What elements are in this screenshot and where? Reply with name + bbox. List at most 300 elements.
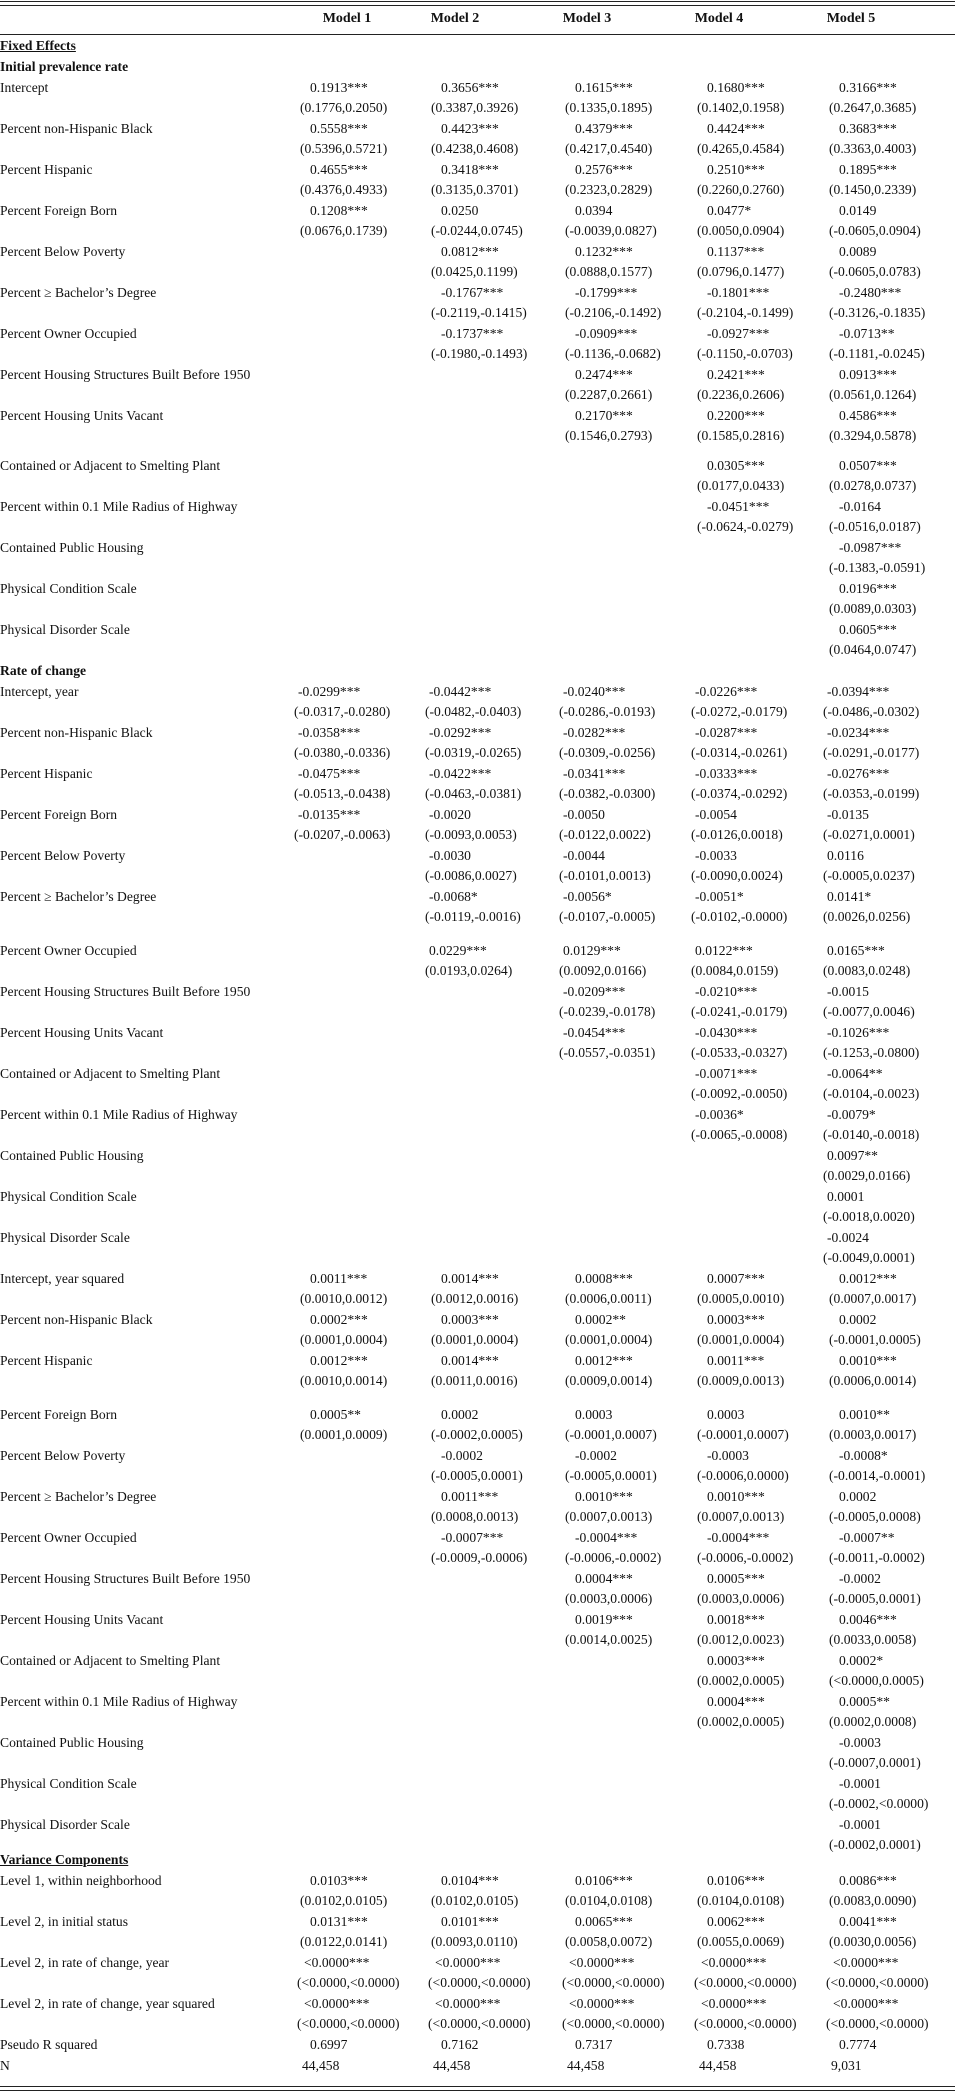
row-label: Percent Housing Structures Built Before 1950 bbox=[0, 984, 251, 999]
ci-cell: (-0.0317,-0.0280) bbox=[294, 704, 391, 719]
estimate-cell: 0.1208*** bbox=[310, 203, 368, 218]
estimate-cell: 0.0065*** bbox=[575, 1914, 633, 1929]
estimate-cell: -0.0394*** bbox=[827, 684, 890, 699]
ci-cell: (-0.0463,-0.0381) bbox=[425, 786, 522, 801]
bottom-rule-2 bbox=[0, 2090, 955, 2091]
row-label: Percent Hispanic bbox=[0, 766, 93, 781]
ci-cell: (0.4376,0.4933) bbox=[300, 182, 388, 197]
estimate-cell: -0.0226*** bbox=[695, 684, 758, 699]
estimate-cell: 0.3166*** bbox=[839, 80, 897, 95]
estimate-cell: -0.0234*** bbox=[827, 725, 890, 740]
ci-cell: (-0.0009,-0.0006) bbox=[431, 1550, 528, 1565]
ci-cell: (-0.0353,-0.0199) bbox=[823, 786, 920, 801]
estimate-cell: 0.0165*** bbox=[827, 943, 885, 958]
ci-cell: (0.0030,0.0056) bbox=[829, 1934, 917, 1949]
estimate-cell: -0.0004*** bbox=[575, 1530, 638, 1545]
ci-cell: (-0.0309,-0.0256) bbox=[559, 745, 656, 760]
estimate-cell: 0.0010*** bbox=[839, 1353, 897, 1368]
ci-cell: (-0.0119,-0.0016) bbox=[425, 909, 521, 924]
estimate-cell: -0.0927*** bbox=[707, 326, 770, 341]
ci-cell: (0.4238,0.4608) bbox=[431, 141, 519, 156]
ci-cell: (-0.0005,0.0001) bbox=[829, 1591, 921, 1606]
ci-cell: (0.1335,0.1895) bbox=[565, 100, 653, 115]
ci-cell: (0.0006,0.0014) bbox=[829, 1373, 917, 1388]
row-label: Physical Disorder Scale bbox=[0, 622, 130, 637]
estimate-cell: 0.0106*** bbox=[707, 1873, 765, 1888]
ci-cell: (-0.0374,-0.0292) bbox=[691, 786, 788, 801]
estimate-cell: 0.0003*** bbox=[441, 1312, 499, 1327]
estimate-cell: 0.4423*** bbox=[441, 121, 499, 136]
estimate-cell: 0.0003 bbox=[707, 1407, 745, 1422]
estimate-cell: -0.0422*** bbox=[429, 766, 492, 781]
estimate-cell: 0.0005** bbox=[839, 1694, 890, 1709]
ci-cell: (-0.0140,-0.0018) bbox=[823, 1127, 920, 1142]
estimate-cell: 0.0046*** bbox=[839, 1612, 897, 1627]
ci-cell: (0.1585,0.2816) bbox=[697, 428, 785, 443]
ci-cell: (0.0104,0.0108) bbox=[565, 1893, 653, 1908]
estimate-cell: <0.0000*** bbox=[569, 1996, 635, 2011]
ci-cell: (0.0193,0.0264) bbox=[425, 963, 513, 978]
estimate-cell: -0.0044 bbox=[563, 848, 605, 863]
ci-cell: (-0.0314,-0.0261) bbox=[691, 745, 788, 760]
ci-cell: (0.0010,0.0014) bbox=[300, 1373, 388, 1388]
estimate-cell: <0.0000*** bbox=[304, 1996, 370, 2011]
estimate-cell: 0.0005*** bbox=[707, 1571, 765, 1586]
estimate-cell: 0.0141* bbox=[827, 889, 872, 904]
ci-cell: (-0.0241,-0.0179) bbox=[691, 1004, 788, 1019]
ci-cell: (0.0083,0.0248) bbox=[823, 963, 911, 978]
estimate-cell: -0.0430*** bbox=[695, 1025, 758, 1040]
estimate-cell: 0.0002* bbox=[839, 1653, 884, 1668]
ci-cell: (-0.0077,0.0046) bbox=[823, 1004, 915, 1019]
top-rule bbox=[0, 1, 955, 2]
ci-cell: (-0.0516,0.0187) bbox=[829, 519, 921, 534]
ci-cell: (0.0001,0.0009) bbox=[300, 1427, 388, 1442]
header-model-5: Model 5 bbox=[826, 11, 876, 26]
ci-cell: (0.0011,0.0016) bbox=[431, 1373, 518, 1388]
ci-cell: (-0.0557,-0.0351) bbox=[559, 1045, 656, 1060]
estimate-cell: -0.0008* bbox=[839, 1448, 888, 1463]
estimate-cell: -0.0024 bbox=[827, 1230, 869, 1245]
estimate-cell: -0.0333*** bbox=[695, 766, 758, 781]
ci-cell: (0.0003,0.0017) bbox=[829, 1427, 917, 1442]
ci-cell: (0.0888,0.1577) bbox=[565, 264, 653, 279]
ci-cell: (-0.0486,-0.0302) bbox=[823, 704, 920, 719]
estimate-cell: -0.0068* bbox=[429, 889, 478, 904]
ci-cell: (-0.0092,-0.0050) bbox=[691, 1086, 788, 1101]
section-heading: Rate of change bbox=[0, 663, 87, 678]
ci-cell: (0.0050,0.0904) bbox=[697, 223, 785, 238]
estimate-cell: -0.1799*** bbox=[575, 285, 638, 300]
estimate-cell: 0.0812*** bbox=[441, 244, 499, 259]
estimate-cell: -0.0050 bbox=[563, 807, 605, 822]
ci-cell: (0.0102,0.0105) bbox=[300, 1893, 388, 1908]
estimate-cell: 0.0019*** bbox=[575, 1612, 633, 1627]
estimate-cell: -0.0015 bbox=[827, 984, 869, 999]
estimate-cell: 0.2170*** bbox=[575, 408, 633, 423]
ci-cell: (-0.1980,-0.1493) bbox=[431, 346, 528, 361]
ci-cell: (0.1450,0.2339) bbox=[829, 182, 917, 197]
estimate-cell: 0.0004*** bbox=[707, 1694, 765, 1709]
ci-cell: (-0.1136,-0.0682) bbox=[565, 346, 661, 361]
ci-cell: (-0.0122,0.0022) bbox=[559, 827, 651, 842]
row-label: Pseudo R squared bbox=[0, 2037, 98, 2052]
estimate-cell: -0.0001 bbox=[839, 1776, 881, 1791]
row-label: Percent Below Poverty bbox=[0, 244, 126, 259]
ci-cell: (-0.0006,0.0000) bbox=[697, 1468, 789, 1483]
ci-cell: (<0.0000,<0.0000) bbox=[297, 2016, 400, 2031]
estimate-cell: -0.0033 bbox=[695, 848, 737, 863]
ci-cell: (0.0014,0.0025) bbox=[565, 1632, 653, 1647]
ci-cell: (-0.0101,0.0013) bbox=[559, 868, 651, 883]
ci-cell: (0.5396,0.5721) bbox=[300, 141, 388, 156]
ci-cell: (-0.0002,<0.0000) bbox=[829, 1796, 929, 1811]
ci-cell: (-0.0482,-0.0403) bbox=[425, 704, 522, 719]
row-label: Percent Owner Occupied bbox=[0, 943, 137, 958]
bottom-rule bbox=[0, 2086, 955, 2087]
header-model-1: Model 1 bbox=[322, 11, 372, 26]
estimate-cell: <0.0000*** bbox=[569, 1955, 635, 1970]
estimate-cell: -0.0909*** bbox=[575, 326, 638, 341]
ci-cell: (0.0089,0.0303) bbox=[829, 601, 917, 616]
row-label: Percent Housing Structures Built Before 1950 bbox=[0, 367, 251, 382]
ci-cell: (-0.1150,-0.0703) bbox=[697, 346, 793, 361]
ci-cell: (-0.0271,0.0001) bbox=[823, 827, 915, 842]
ci-cell: (0.0012,0.0023) bbox=[697, 1632, 785, 1647]
ci-cell: (0.2647,0.3685) bbox=[829, 100, 917, 115]
estimate-cell: -0.0987*** bbox=[839, 540, 902, 555]
estimate-cell: -0.0004*** bbox=[707, 1530, 770, 1545]
estimate-cell: 0.5558*** bbox=[310, 121, 368, 136]
ci-cell: (0.0001,0.0004) bbox=[300, 1332, 388, 1347]
ci-cell: (0.1776,0.2050) bbox=[300, 100, 388, 115]
estimate-cell: -0.0003 bbox=[839, 1735, 881, 1750]
ci-cell: (-0.0001,0.0007) bbox=[565, 1427, 657, 1442]
ci-cell: (0.0001,0.0004) bbox=[431, 1332, 519, 1347]
ci-cell: (-0.0272,-0.0179) bbox=[691, 704, 788, 719]
ci-cell: (0.1402,0.1958) bbox=[697, 100, 785, 115]
estimate-cell: <0.0000*** bbox=[833, 1955, 899, 1970]
row-label: Contained or Adjacent to Smelting Plant bbox=[0, 1653, 221, 1668]
ci-cell: (0.1546,0.2793) bbox=[565, 428, 653, 443]
ci-cell: (0.0102,0.0105) bbox=[431, 1893, 519, 1908]
estimate-cell: -0.0079* bbox=[827, 1107, 876, 1122]
estimate-cell: <0.0000*** bbox=[833, 1996, 899, 2011]
estimate-cell: 0.0010*** bbox=[707, 1489, 765, 1504]
estimate-cell: 0.1137*** bbox=[707, 244, 765, 259]
estimate-cell: 0.0012*** bbox=[839, 1271, 897, 1286]
estimate-cell: 44,458 bbox=[567, 2058, 605, 2073]
estimate-cell: 0.0003*** bbox=[707, 1312, 765, 1327]
row-label: Percent Owner Occupied bbox=[0, 1530, 137, 1545]
estimate-cell: 0.0116 bbox=[827, 848, 864, 863]
row-label: Physical Condition Scale bbox=[0, 1776, 137, 1791]
row-label: Physical Disorder Scale bbox=[0, 1817, 130, 1832]
estimate-cell: -0.0002 bbox=[839, 1571, 881, 1586]
ci-cell: (0.0007,0.0013) bbox=[565, 1509, 653, 1524]
ci-cell: (-0.0002,0.0001) bbox=[829, 1837, 921, 1852]
ci-cell: (-0.0239,-0.0178) bbox=[559, 1004, 656, 1019]
estimate-cell: <0.0000*** bbox=[304, 1955, 370, 1970]
estimate-cell: 0.0089 bbox=[839, 244, 877, 259]
ci-cell: (-0.0244,0.0745) bbox=[431, 223, 523, 238]
ci-cell: (0.0796,0.1477) bbox=[697, 264, 785, 279]
top-rule-2 bbox=[0, 5, 955, 6]
row-label: Contained Public Housing bbox=[0, 540, 144, 555]
ci-cell: (0.2236,0.2606) bbox=[697, 387, 785, 402]
estimate-cell: -0.0451*** bbox=[707, 499, 770, 514]
ci-cell: (0.0003,0.0006) bbox=[565, 1591, 653, 1606]
ci-cell: (<0.0000,<0.0000) bbox=[428, 1975, 531, 1990]
estimate-cell: 0.1615*** bbox=[575, 80, 633, 95]
ci-cell: (0.0029,0.0166) bbox=[823, 1168, 911, 1183]
estimate-cell: 0.4379*** bbox=[575, 121, 633, 136]
ci-cell: (-0.2106,-0.1492) bbox=[565, 305, 662, 320]
estimate-cell: -0.0475*** bbox=[298, 766, 361, 781]
ci-cell: (0.0122,0.0141) bbox=[300, 1934, 388, 1949]
row-label: Contained or Adjacent to Smelting Plant bbox=[0, 1066, 221, 1081]
header-model-2: Model 2 bbox=[430, 11, 480, 26]
row-label: Physical Condition Scale bbox=[0, 581, 137, 596]
estimate-cell: -0.0007** bbox=[839, 1530, 895, 1545]
ci-cell: (-0.0086,0.0027) bbox=[425, 868, 517, 883]
ci-cell: (<0.0000,<0.0000) bbox=[297, 1975, 400, 1990]
estimate-cell: -0.0292*** bbox=[429, 725, 492, 740]
estimate-cell: 0.0129*** bbox=[563, 943, 621, 958]
ci-cell: (-0.0093,0.0053) bbox=[425, 827, 517, 842]
ci-cell: (-0.0005,0.0237) bbox=[823, 868, 915, 883]
ci-cell: (-0.0007,0.0001) bbox=[829, 1755, 921, 1770]
estimate-cell: 44,458 bbox=[433, 2058, 471, 2073]
estimate-cell: -0.0713** bbox=[839, 326, 895, 341]
ci-cell: (0.0058,0.0072) bbox=[565, 1934, 653, 1949]
estimate-cell: -0.0442*** bbox=[429, 684, 492, 699]
estimate-cell: -0.0056* bbox=[563, 889, 612, 904]
row-label: Intercept, year squared bbox=[0, 1271, 125, 1286]
ci-cell: (0.0001,0.0004) bbox=[697, 1332, 785, 1347]
estimate-cell: 0.0106*** bbox=[575, 1873, 633, 1888]
ci-cell: (<0.0000,0.0005) bbox=[829, 1673, 924, 1688]
ci-cell: (0.0092,0.0166) bbox=[559, 963, 647, 978]
estimate-cell: 0.1232*** bbox=[575, 244, 633, 259]
estimate-cell: 0.0010** bbox=[839, 1407, 890, 1422]
row-label: Percent Hispanic bbox=[0, 1353, 93, 1368]
estimate-cell: 0.0104*** bbox=[441, 1873, 499, 1888]
ci-cell: (-0.0002,0.0005) bbox=[431, 1427, 523, 1442]
ci-cell: (0.0006,0.0011) bbox=[565, 1291, 652, 1306]
estimate-cell: 0.0002 bbox=[839, 1489, 877, 1504]
estimate-cell: 0.0097** bbox=[827, 1148, 878, 1163]
section-heading: Initial prevalence rate bbox=[0, 59, 129, 74]
estimate-cell: 0.0008*** bbox=[575, 1271, 633, 1286]
estimate-cell: -0.0036* bbox=[695, 1107, 744, 1122]
ci-cell: (0.0002,0.0005) bbox=[697, 1673, 785, 1688]
estimate-cell: 0.0014*** bbox=[441, 1353, 499, 1368]
ci-cell: (-0.2119,-0.1415) bbox=[431, 305, 527, 320]
ci-cell: (<0.0000,<0.0000) bbox=[826, 2016, 929, 2031]
row-label: Percent Below Poverty bbox=[0, 1448, 126, 1463]
section-heading: Variance Components bbox=[0, 1852, 129, 1867]
ci-cell: (0.0055,0.0069) bbox=[697, 1934, 785, 1949]
estimate-cell: 0.0003 bbox=[575, 1407, 613, 1422]
estimate-cell: 0.7162 bbox=[441, 2037, 479, 2052]
row-label: Level 2, in rate of change, year bbox=[0, 1955, 170, 1970]
estimate-cell: <0.0000*** bbox=[435, 1996, 501, 2011]
estimate-cell: -0.0287*** bbox=[695, 725, 758, 740]
estimate-cell: -0.0030 bbox=[429, 848, 471, 863]
row-label: Percent Owner Occupied bbox=[0, 326, 137, 341]
estimate-cell: 0.4424*** bbox=[707, 121, 765, 136]
ci-cell: (-0.2104,-0.1499) bbox=[697, 305, 794, 320]
estimate-cell: 0.7338 bbox=[707, 2037, 745, 2052]
ci-cell: (0.0464,0.0747) bbox=[829, 642, 917, 657]
ci-cell: (-0.0605,0.0783) bbox=[829, 264, 921, 279]
ci-cell: (0.3387,0.3926) bbox=[431, 100, 519, 115]
ci-cell: (0.0177,0.0433) bbox=[697, 478, 785, 493]
row-label: Percent ≥ Bachelor’s Degree bbox=[0, 285, 157, 300]
ci-cell: (0.0008,0.0013) bbox=[431, 1509, 519, 1524]
estimate-cell: 0.0018*** bbox=[707, 1612, 765, 1627]
ci-cell: (-0.0102,-0.0000) bbox=[691, 909, 788, 924]
row-label: Intercept bbox=[0, 80, 49, 95]
ci-cell: (0.0010,0.0012) bbox=[300, 1291, 388, 1306]
estimate-cell: 0.0305*** bbox=[707, 458, 765, 473]
estimate-cell: 0.0012*** bbox=[575, 1353, 633, 1368]
estimate-cell: 0.0011*** bbox=[441, 1489, 499, 1504]
ci-cell: (0.0012,0.0016) bbox=[431, 1291, 519, 1306]
estimate-cell: -0.0135*** bbox=[298, 807, 361, 822]
ci-cell: (<0.0000,<0.0000) bbox=[694, 1975, 797, 1990]
estimate-cell: 0.0011*** bbox=[310, 1271, 368, 1286]
ci-cell: (-0.1383,-0.0591) bbox=[829, 560, 926, 575]
estimate-cell: 0.6997 bbox=[310, 2037, 348, 2052]
row-label: Percent within 0.1 Mile Radius of Highway bbox=[0, 1107, 238, 1122]
estimate-cell: 0.0041*** bbox=[839, 1914, 897, 1929]
ci-cell: (<0.0000,<0.0000) bbox=[428, 2016, 531, 2031]
ci-cell: (<0.0000,<0.0000) bbox=[562, 1975, 665, 1990]
ci-cell: (-0.0065,-0.0008) bbox=[691, 1127, 788, 1142]
ci-cell: (-0.0006,-0.0002) bbox=[565, 1550, 662, 1565]
estimate-cell: -0.0002 bbox=[441, 1448, 483, 1463]
estimate-cell: 0.0131*** bbox=[310, 1914, 368, 1929]
ci-cell: (-0.0005,0.0008) bbox=[829, 1509, 921, 1524]
ci-cell: (-0.0319,-0.0265) bbox=[425, 745, 522, 760]
ci-cell: (<0.0000,<0.0000) bbox=[562, 2016, 665, 2031]
estimate-cell: -0.1737*** bbox=[441, 326, 504, 341]
row-label: Percent Below Poverty bbox=[0, 848, 126, 863]
estimate-cell: -0.0282*** bbox=[563, 725, 626, 740]
estimate-cell: <0.0000*** bbox=[701, 1996, 767, 2011]
ci-cell: (0.0009,0.0014) bbox=[565, 1373, 653, 1388]
estimate-cell: <0.0000*** bbox=[701, 1955, 767, 1970]
estimate-cell: 0.4586*** bbox=[839, 408, 897, 423]
row-label: Physical Condition Scale bbox=[0, 1189, 137, 1204]
estimate-cell: -0.0054 bbox=[695, 807, 737, 822]
estimate-cell: 0.0394 bbox=[575, 203, 613, 218]
estimate-cell: -0.0064** bbox=[827, 1066, 883, 1081]
ci-cell: (0.4265,0.4584) bbox=[697, 141, 785, 156]
ci-cell: (-0.1253,-0.0800) bbox=[823, 1045, 920, 1060]
ci-cell: (-0.0090,0.0024) bbox=[691, 868, 783, 883]
estimate-cell: 0.0229*** bbox=[429, 943, 487, 958]
ci-cell: (-0.1181,-0.0245) bbox=[829, 346, 925, 361]
estimate-cell: 0.0010*** bbox=[575, 1489, 633, 1504]
ci-cell: (0.2260,0.2760) bbox=[697, 182, 785, 197]
row-label: Percent Housing Units Vacant bbox=[0, 1025, 164, 1040]
ci-cell: (0.0425,0.1199) bbox=[431, 264, 518, 279]
estimate-cell: 0.0913*** bbox=[839, 367, 897, 382]
estimate-cell: -0.0007*** bbox=[441, 1530, 504, 1545]
ci-cell: (-0.0018,0.0020) bbox=[823, 1209, 915, 1224]
ci-cell: (-0.0291,-0.0177) bbox=[823, 745, 920, 760]
ci-cell: (0.0007,0.0017) bbox=[829, 1291, 917, 1306]
estimate-cell: 0.0003*** bbox=[707, 1653, 765, 1668]
estimate-cell: 0.0103*** bbox=[310, 1873, 368, 1888]
estimate-cell: -0.0341*** bbox=[563, 766, 626, 781]
estimate-cell: 0.3418*** bbox=[441, 162, 499, 177]
estimate-cell: 0.0477* bbox=[707, 203, 752, 218]
ci-cell: (-0.0107,-0.0005) bbox=[559, 909, 656, 924]
estimate-cell: 0.0101*** bbox=[441, 1914, 499, 1929]
estimate-cell: 44,458 bbox=[302, 2058, 340, 2073]
estimate-cell: 0.0002 bbox=[839, 1312, 877, 1327]
estimate-cell: 9,031 bbox=[831, 2058, 862, 2073]
ci-cell: (-0.0104,-0.0023) bbox=[823, 1086, 920, 1101]
ci-cell: (-0.0286,-0.0193) bbox=[559, 704, 656, 719]
estimate-cell: -0.1801*** bbox=[707, 285, 770, 300]
estimate-cell: -0.0164 bbox=[839, 499, 881, 514]
estimate-cell: -0.2480*** bbox=[839, 285, 902, 300]
ci-cell: (0.0104,0.0108) bbox=[697, 1893, 785, 1908]
ci-cell: (0.3363,0.4003) bbox=[829, 141, 917, 156]
ci-cell: (-0.0126,0.0018) bbox=[691, 827, 783, 842]
estimate-cell: 0.0002*** bbox=[310, 1312, 368, 1327]
estimate-cell: -0.0299*** bbox=[298, 684, 361, 699]
estimate-cell: 0.0011*** bbox=[707, 1353, 765, 1368]
row-label: Percent non-Hispanic Black bbox=[0, 1312, 153, 1327]
ci-cell: (0.0007,0.0013) bbox=[697, 1509, 785, 1524]
ci-cell: (0.3294,0.5878) bbox=[829, 428, 917, 443]
ci-cell: (0.0002,0.0005) bbox=[697, 1714, 785, 1729]
row-label: Level 1, within neighborhood bbox=[0, 1873, 162, 1888]
ci-cell: (-0.0001,0.0007) bbox=[697, 1427, 789, 1442]
ci-cell: (0.0001,0.0004) bbox=[565, 1332, 653, 1347]
row-label: Percent non-Hispanic Black bbox=[0, 121, 153, 136]
header-model-3: Model 3 bbox=[562, 11, 612, 26]
ci-cell: (0.0676,0.1739) bbox=[300, 223, 388, 238]
estimate-cell: 0.0149 bbox=[839, 203, 877, 218]
estimate-cell: -0.0002 bbox=[575, 1448, 617, 1463]
estimate-cell: 0.0086*** bbox=[839, 1873, 897, 1888]
row-label: Percent within 0.1 Mile Radius of Highway bbox=[0, 499, 238, 514]
estimate-cell: 0.0507*** bbox=[839, 458, 897, 473]
ci-cell: (-0.0039,0.0827) bbox=[565, 223, 657, 238]
ci-cell: (-0.0207,-0.0063) bbox=[294, 827, 391, 842]
ci-cell: (-0.0513,-0.0438) bbox=[294, 786, 391, 801]
row-label: Percent Housing Units Vacant bbox=[0, 408, 164, 423]
estimate-cell: -0.0003 bbox=[707, 1448, 749, 1463]
row-label: Percent ≥ Bachelor’s Degree bbox=[0, 889, 157, 904]
ci-cell: (0.0084,0.0159) bbox=[691, 963, 779, 978]
row-label: Contained Public Housing bbox=[0, 1148, 144, 1163]
ci-cell: (0.0026,0.0256) bbox=[823, 909, 911, 924]
row-label: Percent ≥ Bachelor’s Degree bbox=[0, 1489, 157, 1504]
estimate-cell: -0.0240*** bbox=[563, 684, 626, 699]
header-model-4: Model 4 bbox=[694, 11, 744, 26]
ci-cell: (0.0002,0.0008) bbox=[829, 1714, 917, 1729]
estimate-cell: -0.0210*** bbox=[695, 984, 758, 999]
row-label: Level 2, in rate of change, year squared bbox=[0, 1996, 215, 2011]
